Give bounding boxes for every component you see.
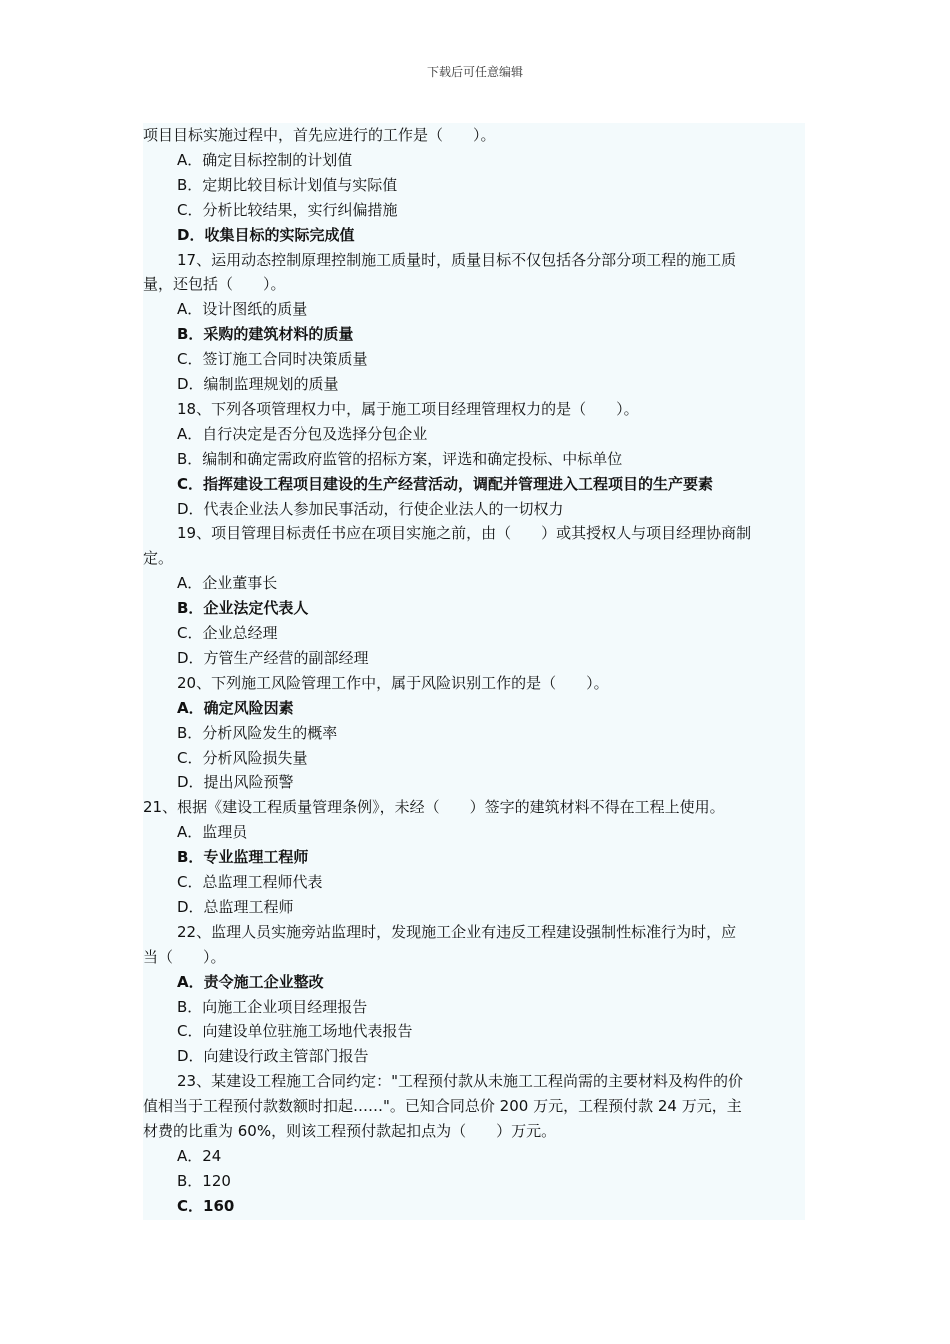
text-line-indented: D．收集目标的实际完成值 — [177, 225, 355, 244]
text-line: 值相当于工程预付款数额时扣起……"。已知合同总价 200 万元，工程预付款 24 万元，主 — [143, 1097, 742, 1116]
question-content — [143, 123, 805, 1220]
text-line-indented: A．确定目标控制的计划值 — [177, 150, 353, 169]
text-line-indented: C．企业总经理 — [177, 624, 278, 642]
text-line-indented: C．分析比较结果，实行纠偏措施 — [177, 200, 398, 219]
text-line-indented: C．总监理工程师代表 — [177, 873, 323, 891]
text-line-indented: D．总监理工程师 — [177, 897, 294, 916]
text-line: 21、根据《建设工程质量管理条例》，未经（ ）签字的建筑材料不得在工程上使用。 — [143, 798, 725, 817]
text-line-indented: B．定期比较目标计划值与实际值 — [177, 175, 398, 194]
text-line-indented: A．企业董事长 — [177, 574, 278, 593]
text-line-indented: B．向施工企业项目经理报告 — [177, 997, 368, 1016]
text-line-indented: A．确定风险因素 — [177, 698, 294, 717]
text-line: 项目目标实施过程中，首先应进行的工作是（ ）。 — [143, 126, 496, 144]
text-line: 材费的比重为 60%，则该工程预付款起扣点为（ ）万元。 — [143, 1122, 557, 1140]
text-line-indented: C．分析风险损失量 — [177, 748, 308, 767]
text-line-indented: B．采购的建筑材料的质量 — [177, 325, 354, 344]
text-line-indented: C．指挥建设工程项目建设的生产经营活动，调配并管理进入工程项目的生产要素 — [177, 474, 714, 493]
text-line-indented: A．责令施工企业整改 — [177, 972, 324, 991]
text-line: 定。 — [143, 549, 174, 568]
text-line-indented: A．24 — [177, 1146, 222, 1165]
text-line-indented: A．自行决定是否分包及选择分包企业 — [177, 424, 428, 443]
text-line-indented: 23、某建设工程施工合同约定："工程预付款从未施工工程尚需的主要材料及构件的价 — [177, 1072, 743, 1091]
text-line-indented: B．企业法定代表人 — [177, 599, 309, 618]
text-line-indented: A．设计图纸的质量 — [177, 300, 308, 319]
text-line-indented: 20、下列施工风险管理工作中，属于风险识别工作的是（ ）。 — [177, 673, 609, 692]
text-line-indented: B．分析风险发生的概率 — [177, 723, 338, 742]
text-line-indented: A．监理员 — [177, 823, 248, 842]
text-line-indented: 19、项目管理目标责任书应在项目实施之前，由（ ）或其授权人与项目经理协商制 — [177, 524, 752, 543]
text-line-indented: D．方管生产经营的副部经理 — [177, 648, 369, 667]
text-line-indented: C．160 — [177, 1196, 235, 1215]
text-line-indented: D．代表企业法人参加民事活动，行使企业法人的一切权力 — [177, 499, 564, 518]
text-line-indented: D．提出风险预警 — [177, 773, 294, 792]
text-line-indented: 22、监理人员实施旁站监理时，发现施工企业有违反工程建设强制性标准行为时，应 — [177, 922, 737, 941]
text-line-indented: 18、下列各项管理权力中，属于施工项目经理管理权力的是（ ）。 — [177, 399, 639, 418]
text-line-indented: B．编制和确定需政府监管的招标方案，评选和确定投标、中标单位 — [177, 449, 623, 468]
text-line-indented: C．签订施工合同时决策质量 — [177, 350, 368, 369]
page-header: 下载后可任意编辑 — [426, 65, 523, 79]
text-line-indented: B．专业监理工程师 — [177, 848, 309, 867]
text-line-indented: D．编制监理规划的质量 — [177, 375, 339, 393]
text-line-indented: C．向建设单位驻施工场地代表报告 — [177, 1022, 413, 1041]
text-line: 量，还包括（ ）。 — [143, 275, 286, 294]
text-line: 当（ ）。 — [143, 947, 226, 966]
text-line-indented: 17、运用动态控制原理控制施工质量时，质量目标不仅包括各分部分项工程的施工质 — [177, 250, 737, 269]
text-line-indented: D．向建设行政主管部门报告 — [177, 1047, 369, 1066]
text-line-indented: B．120 — [177, 1171, 231, 1190]
